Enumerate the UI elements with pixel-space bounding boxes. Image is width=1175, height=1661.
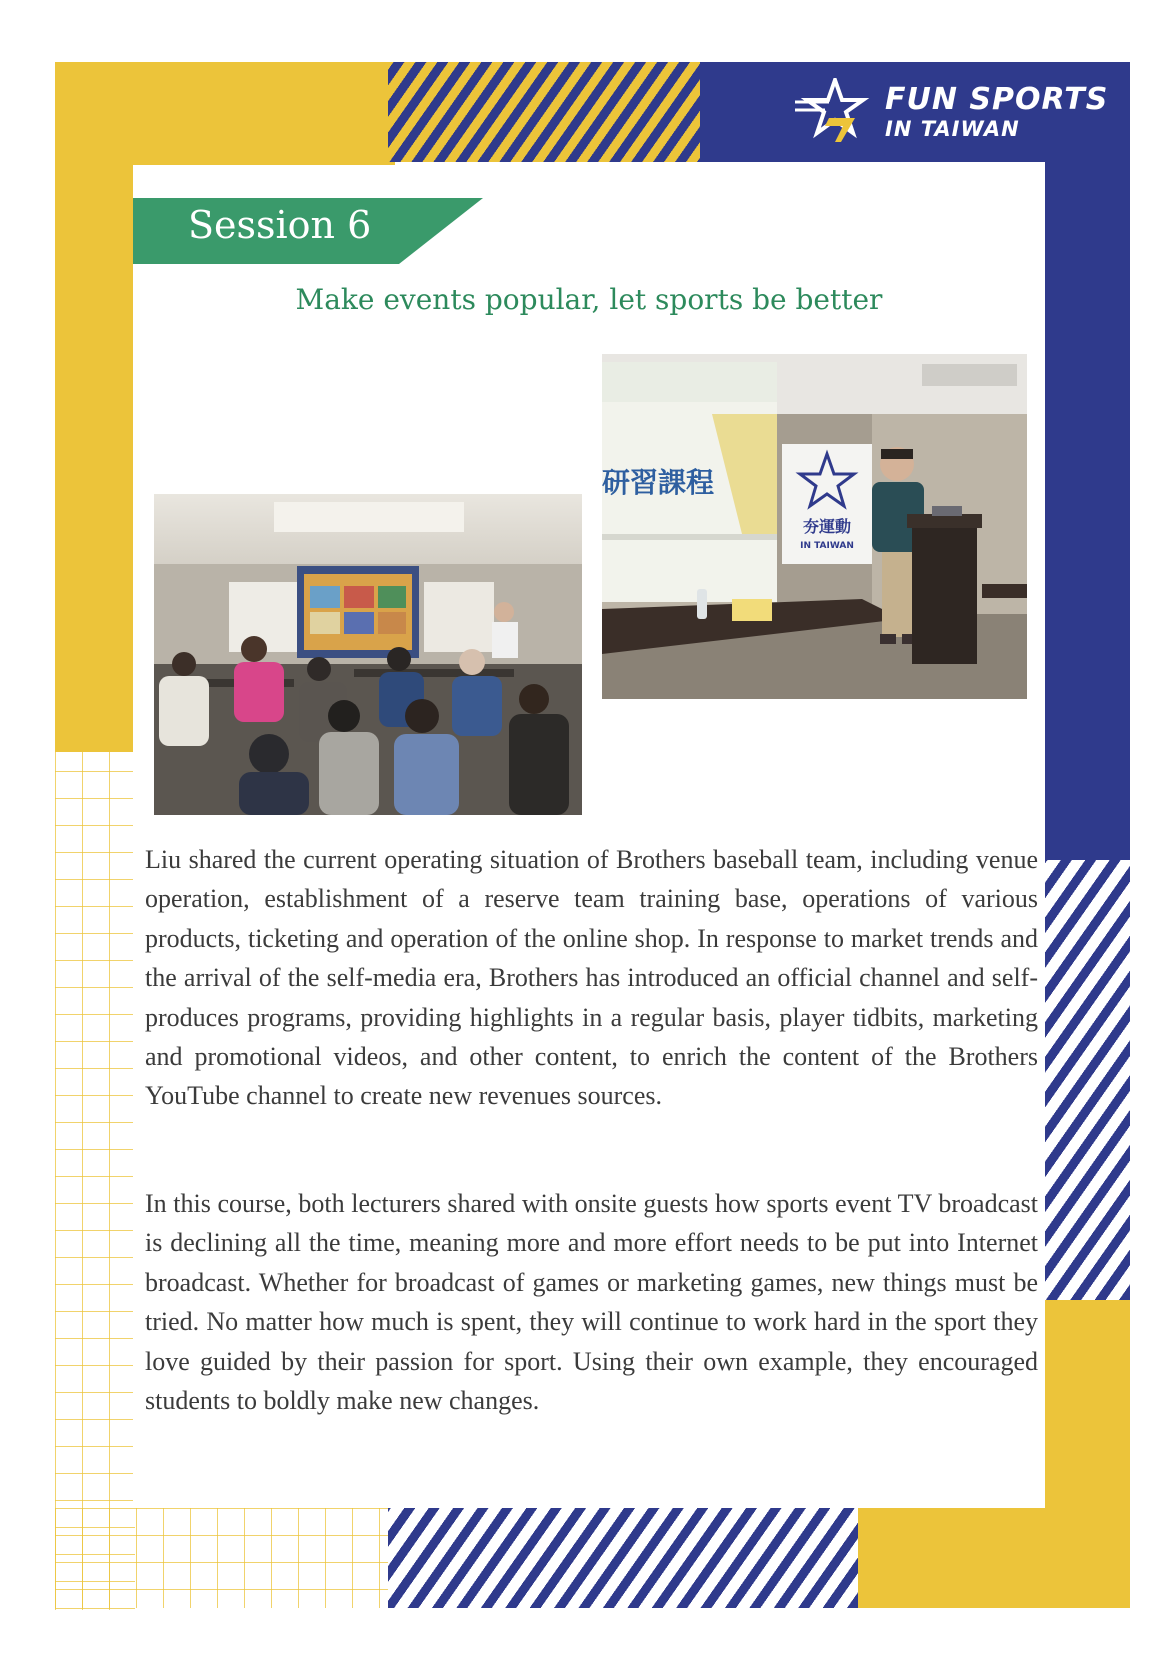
body-paragraph-1: Liu shared the current operating situation of Brothers baseball team, including venue operation, establishment of a reserve team training base, operations of various products, ticketing and operation of the online shop. In response to market trends and the arrival of the self-media era, Brothers has introduced an official channel and self-produces programs, providing highlights in a regular basis, player tidbits, marketing and promotional videos, and other content, to enrich the content of the Brothers YouTube channel to create new revenues sources. bbox=[145, 845, 1038, 1111]
screen-text: 研習課程 bbox=[602, 466, 715, 499]
session-label: Session 6 bbox=[188, 203, 372, 247]
session-subtitle: Make events popular, let sports be better bbox=[295, 283, 883, 316]
classroom-audience-photo bbox=[154, 494, 582, 815]
logo-subtitle: IN TAIWAN bbox=[885, 117, 1020, 141]
body-paragraph-2: In this course, both lecturers shared with onsite guests how sports event TV broadcast is declining all the time, meaning more and more effort needs to be put into Internet broadcast. Whether for broadcast of games or marketing games, new things must be tried. No matter how much is spent, they will continue to work hard in the sport they love guided by their passion for sport. Using their own example, they encouraged students to boldly make new changes. bbox=[145, 1189, 1038, 1416]
star-logo-icon bbox=[795, 78, 875, 144]
grid-pattern-bottom bbox=[55, 1508, 395, 1608]
yellow-bottom-block bbox=[845, 1508, 1130, 1608]
logo-title: FUN SPORTS bbox=[885, 82, 1109, 117]
diagonal-stripes-bottom bbox=[388, 1508, 858, 1608]
diagonal-stripes-right bbox=[1045, 860, 1130, 1300]
grid-pattern-left bbox=[55, 690, 135, 1610]
speaker-at-podium-photo bbox=[602, 354, 1027, 699]
navy-side-block bbox=[1045, 62, 1130, 882]
banner-text: 夯運動 bbox=[802, 517, 852, 536]
banner-subtext: IN TAIWAN bbox=[800, 541, 854, 551]
diagonal-stripes-top bbox=[388, 62, 708, 162]
